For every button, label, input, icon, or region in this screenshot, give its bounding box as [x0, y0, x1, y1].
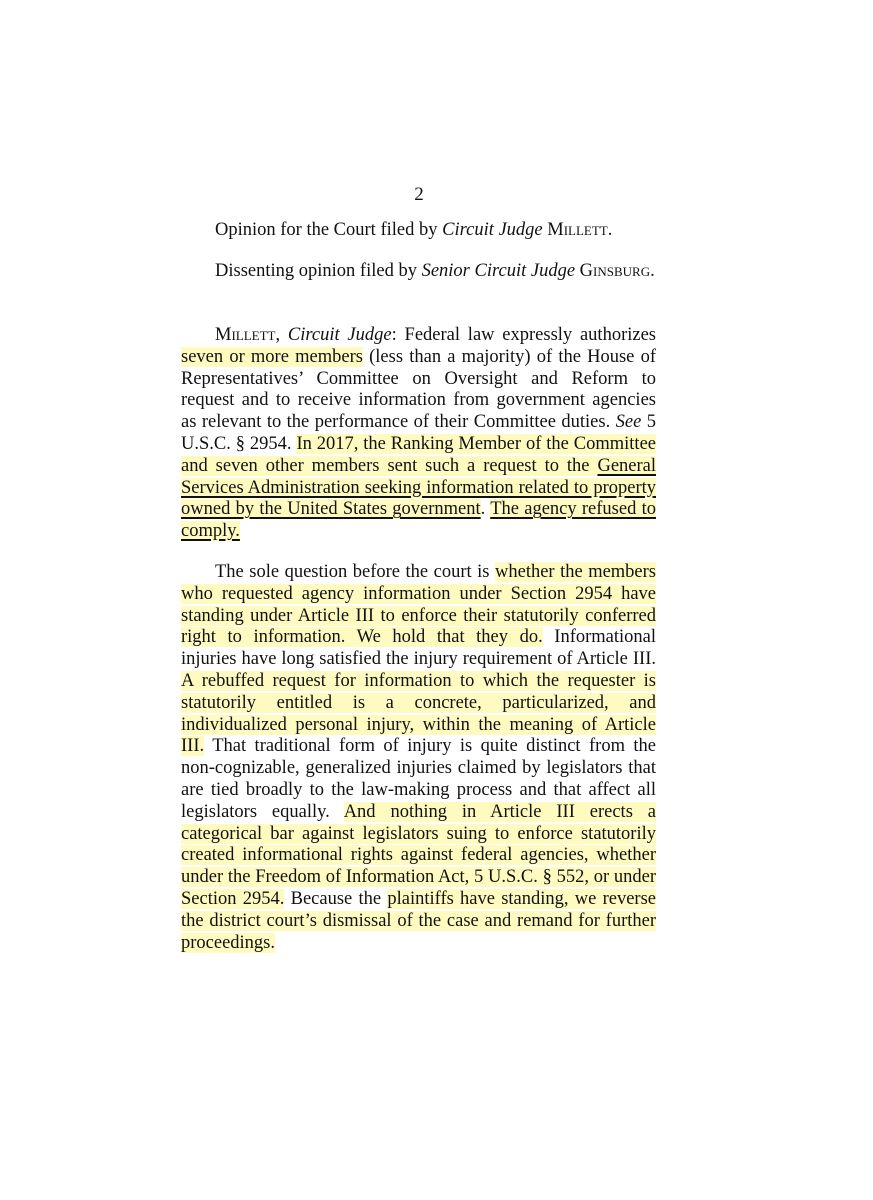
p1-highlight-underline-2: The agency refused to comply. — [181, 499, 656, 542]
paragraph-holding — [181, 562, 656, 954]
p1-highlight-1: seven or more members — [181, 346, 363, 367]
p1-text-2: (less than a majority) of the House of Representatives’ Committee on Oversight and Reform to request and to receive information from government agencies as relevant to the performance of their Committee duties. — [181, 346, 656, 433]
opinion-judge-title: Circuit Judge — [442, 220, 543, 240]
p1-text-3: 5 U.S.C. § 2954. — [181, 412, 657, 454]
p1-text-1: : Federal law expressly authorizes — [391, 325, 656, 345]
dissent-line — [181, 261, 656, 283]
p2-text-2: Informational injuries have long satisfied the injury requirement of Article III. — [181, 627, 656, 670]
p2-text-4: Because the — [284, 888, 388, 909]
p2-text-1: The sole question before the court is — [215, 562, 495, 582]
paragraph-intro: Millett, Circuit Judge: Federal law expressly authorizes seven or more members (less than a majority) of the House of Representatives’ Committee on Oversight and Reform to request and to receive information from government agencies as relevant to the performance of their Committee duties. See 5 U.S.C. § 2954. In 2017, the Ranking Member of the Committee and seven other members sent such a request to the General Services Administration seeking information related to property owned by the United States government. The agency refused to comply. — [181, 325, 657, 542]
p2-highlight-2: A rebuffed request for information to which the requester is statutorily entitled is a concrete, particularized, and individualized personal injury, within the meaning of Article III. — [181, 670, 656, 757]
p2-highlight-1: whether the members who requested agency information under Section 2954 have standing under Article III to enforce their statutorily conferred right to information. We hold that they do. — [181, 562, 657, 648]
dissent-judge-title: Senior Circuit Judge — [421, 261, 576, 281]
dissent-suffix: . — [650, 261, 655, 281]
p2-text-3: That traditional form of injury is quite distinct from the non-cognizable, generalized injuries claimed by legislators that are tied broadly to the law-making process and that affect all legislators equally. — [181, 736, 656, 822]
p1-author-title: Circuit Judge — [287, 325, 392, 345]
opinion-line — [181, 220, 656, 242]
page-number: 2 — [414, 184, 424, 205]
opinion-suffix: . — [607, 220, 613, 240]
p1-highlight-underline-1: General Services Administration seeking information related to property owned by the United States government — [181, 455, 656, 520]
p1-text-4: . — [480, 499, 491, 520]
opinion-judge-name: Millett — [547, 220, 608, 240]
p2-highlight-4: plaintiffs have standing, we reverse the district court’s dismissal of the case and remand for further proceedings. — [181, 888, 656, 953]
opinion-prefix: Opinion for the Court filed by — [215, 220, 443, 240]
p1-see: See — [615, 412, 642, 433]
dissent-prefix: Dissenting opinion filed by — [215, 261, 422, 281]
p2-highlight-3: And nothing in Article III erects a categorical bar against legislators suing to enforce statutorily created informational rights against federal agencies, whether under the Freedom of Information Act, 5 U.S.C. § 552, or under Section 2954. — [181, 801, 656, 909]
p1-author: Millett — [215, 325, 276, 345]
p1-highlight-2: In 2017, the Ranking Member of the Committee and seven other members sent such a request to the — [181, 433, 656, 476]
dissent-judge-name: Ginsburg — [579, 261, 651, 281]
